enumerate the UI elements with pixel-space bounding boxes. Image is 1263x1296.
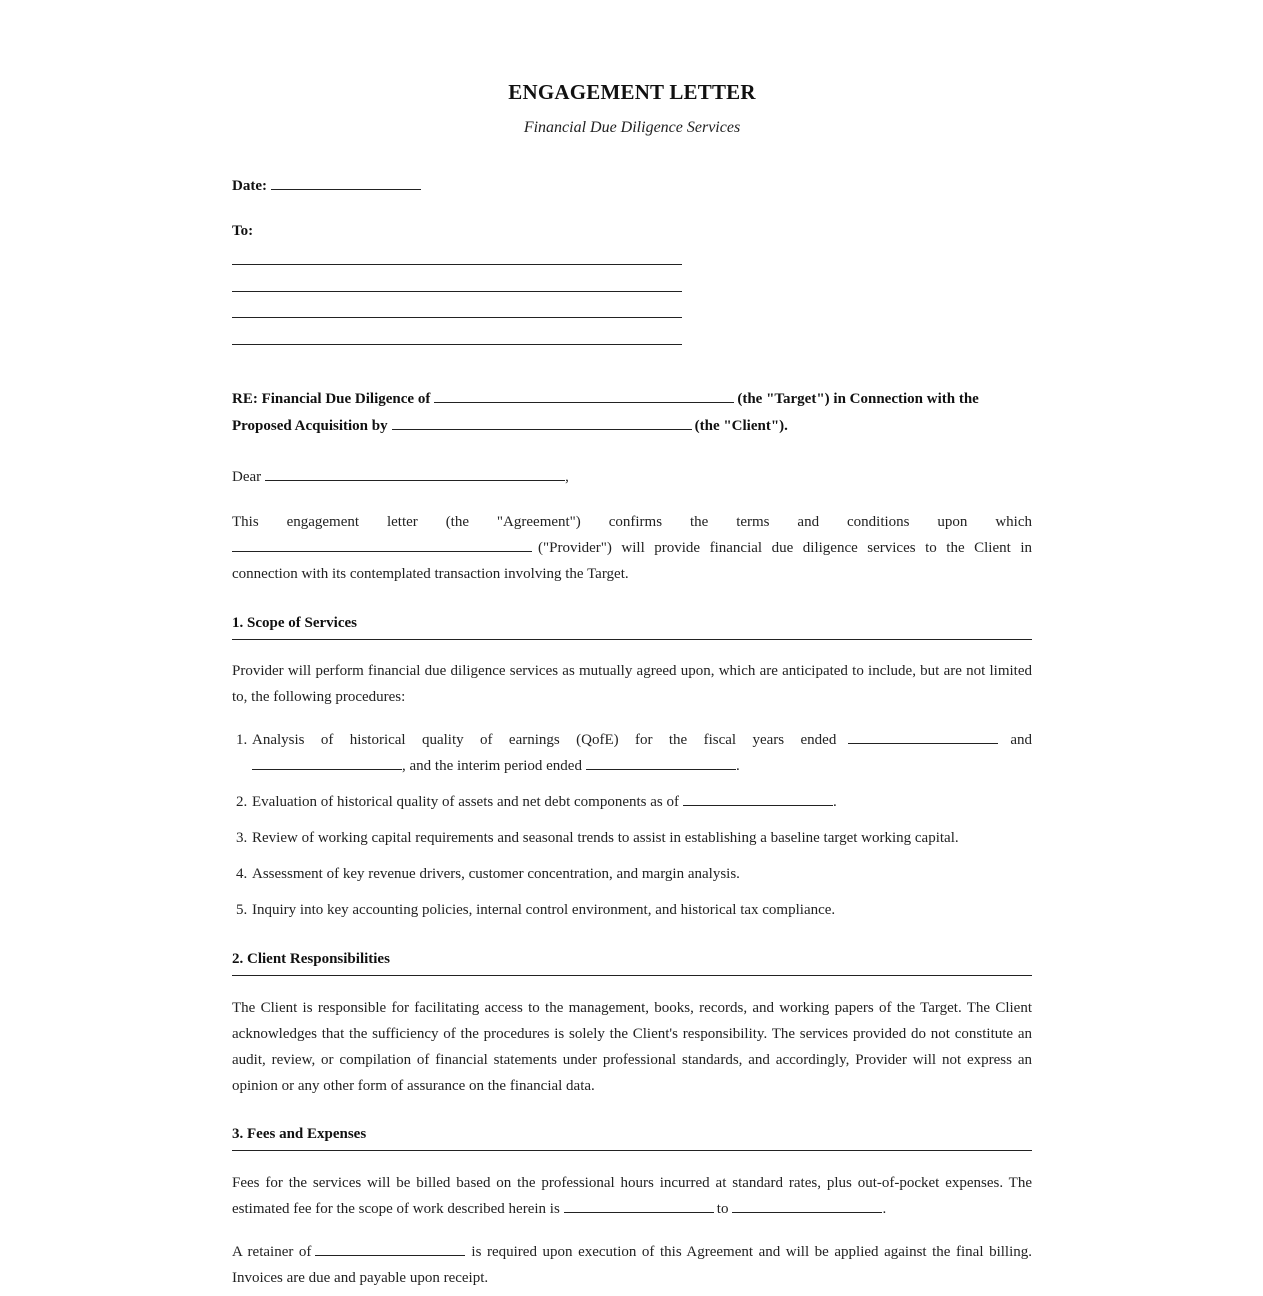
- list-item-1-text-b: and: [1010, 732, 1032, 748]
- address-line-3[interactable]: [232, 317, 682, 318]
- re-part1: RE: Financial Due Diligence of: [232, 391, 431, 407]
- intro-line-3: connection with its contemplated transaction involving the Target.: [232, 566, 629, 582]
- provider-name-field[interactable]: [232, 550, 532, 552]
- to-label: To:: [232, 223, 254, 239]
- list-item-1-text-a: Analysis of historical quality of earnings (QofE) for the fiscal years ended: [252, 732, 837, 748]
- date-field[interactable]: [271, 188, 421, 190]
- list-item-number: 3.: [236, 830, 248, 846]
- re-part3: Proposed Acquisition by: [232, 418, 388, 434]
- dear-label: Dear: [232, 469, 262, 485]
- list-item-number: 5.: [236, 902, 248, 918]
- section-3-heading: 3. Fees and Expenses: [232, 1126, 1032, 1151]
- re-part2: (the "Target") in Connection with the: [737, 391, 979, 407]
- section-1-heading: 1. Scope of Services: [232, 615, 1032, 640]
- scope-list: [232, 727, 1032, 923]
- address-line-1[interactable]: [232, 264, 682, 265]
- section-1-body: Provider will perform financial due diligence services as mutually agreed upon, which are anticipated to include, but are not limited to, the following procedures:: [232, 663, 1032, 705]
- fees-text-b: to: [716, 1201, 729, 1217]
- list-item-2-text-a: Evaluation of historical quality of assets and net debt components as of: [252, 794, 679, 810]
- section-2-body: The Client is responsible for facilitating access to the management, books, records, and working papers of the Target. The Client acknowledges that the sufficiency of the procedures is solely the Client's responsibility. The services provided do not constitute an audit, review, or compilation of financial statements under professional standards, and accordingly, Provider will not express an opinion or any other form of assurance on the financial data.: [232, 1000, 1032, 1094]
- list-item-1-row-2: [252, 753, 1032, 779]
- section-3-fees-paragraph: [232, 1170, 1032, 1222]
- intro-line-2: ("Provider") will provide financial due diligence services to the Client in: [538, 540, 1032, 556]
- page-title: ENGAGEMENT LETTER: [508, 80, 756, 104]
- fee-min-field[interactable]: [564, 1211, 714, 1213]
- net-debt-date-field[interactable]: [683, 804, 833, 806]
- list-item-3-text: Review of working capital requirements and seasonal trends to assist in establishing a baseline target working capital.: [252, 830, 959, 846]
- recipient-name-field[interactable]: [265, 479, 565, 481]
- list-item: [232, 789, 1032, 815]
- intro-line-1: This engagement letter (the "Agreement") confirms the terms and conditions upon which: [232, 514, 1032, 530]
- re-block: [232, 386, 1032, 440]
- list-item-1-text-d: .: [735, 758, 740, 774]
- interim-period-field[interactable]: [586, 768, 736, 770]
- list-item-5-text: Inquiry into key accounting policies, internal control environment, and historical tax compliance.: [252, 902, 836, 918]
- date-row: [232, 178, 424, 195]
- list-item-number: 2.: [236, 794, 248, 810]
- retainer-text-a: A retainer of: [232, 1244, 312, 1260]
- fiscal-year-2-field[interactable]: [252, 768, 402, 770]
- list-item: [232, 861, 1032, 887]
- intro-paragraph: [232, 509, 1032, 587]
- fees-text-a: Fees for the services will be billed based on the professional hours incurred at standard rates, plus out-of-pocket expenses. The estimated fee for the scope of work described herein is: [232, 1175, 1032, 1217]
- fiscal-year-1-field[interactable]: [848, 742, 998, 744]
- list-item: [232, 825, 1032, 851]
- list-item-number: 1.: [236, 732, 248, 748]
- fee-max-field[interactable]: [732, 1211, 882, 1213]
- target-name-field[interactable]: [434, 401, 734, 403]
- list-item-number: 4.: [236, 866, 248, 882]
- retainer-text-b: is required upon execution of this Agreement and will be applied against the final billing. Invoices are due and payable upon receipt.: [232, 1244, 1032, 1286]
- salutation: [232, 469, 569, 486]
- list-item: [232, 727, 1032, 779]
- list-item-4-text: Assessment of key revenue drivers, customer concentration, and margin analysis.: [252, 866, 740, 882]
- list-item-1-text-c: , and the interim period ended: [402, 758, 582, 774]
- fees-text-c: .: [882, 1201, 887, 1217]
- salutation-comma: ,: [565, 469, 569, 485]
- section-2-heading: 2. Client Responsibilities: [232, 951, 1032, 976]
- list-item-1-row: [252, 727, 1032, 753]
- intro-line-2-row: [232, 535, 1032, 561]
- section-3-retainer-paragraph: [232, 1239, 1032, 1291]
- client-name-field[interactable]: [392, 428, 692, 430]
- list-item: [232, 897, 1032, 923]
- address-line-4[interactable]: [232, 344, 682, 345]
- list-item-2-text-b: .: [832, 794, 837, 810]
- date-label: Date:: [232, 178, 267, 194]
- page-subtitle: Financial Due Diligence Services: [523, 119, 741, 136]
- re-part4: (the "Client").: [694, 418, 788, 434]
- address-line-2[interactable]: [232, 291, 682, 292]
- retainer-amount-field[interactable]: [315, 1254, 465, 1256]
